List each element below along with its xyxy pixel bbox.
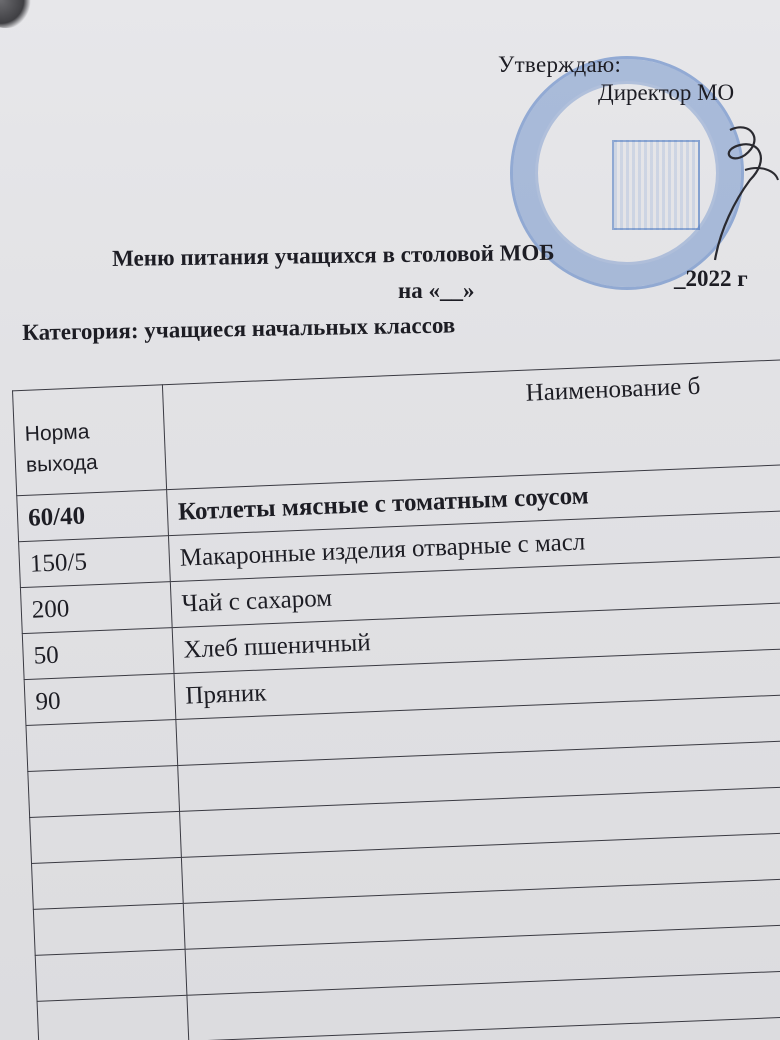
row-norm: 200 <box>20 582 172 634</box>
menu-title: Меню питания учащихся в столовой МОБ <box>112 239 555 271</box>
row-norm <box>30 811 182 863</box>
row-dish: Пряник <box>174 643 780 719</box>
stamp-emblem <box>612 140 700 230</box>
row-dish: Макаронные изделия отварные с масл <box>168 506 780 582</box>
menu-table-wrapper <box>0 330 780 1040</box>
header-name: Наименование б <box>162 355 780 490</box>
director-label: Директор МО <box>598 80 735 105</box>
binder-clip-shadow <box>0 0 32 28</box>
header-norm-line1: Норма <box>24 419 90 446</box>
row-norm <box>33 903 185 955</box>
row-dish: Хлеб пшеничный <box>172 597 780 673</box>
row-norm <box>35 949 187 1001</box>
row-norm <box>26 720 178 772</box>
approval-label: Утверждаю: <box>498 52 622 77</box>
header-norm <box>13 385 167 496</box>
row-norm: 60/40 <box>17 490 169 542</box>
row-norm <box>28 765 180 817</box>
row-norm <box>37 995 189 1040</box>
category-line: Категория: учащиеся начальных классов <box>22 312 456 345</box>
row-norm: 50 <box>22 628 174 680</box>
row-norm: 90 <box>24 674 176 726</box>
signature-image <box>690 110 780 270</box>
row-dish: Котлеты мясные с томатным соусом <box>167 460 780 536</box>
header-norm-line2: выхода <box>25 450 99 477</box>
menu-date: на «__» <box>398 278 475 303</box>
row-norm <box>32 857 184 909</box>
menu-table <box>12 354 780 1040</box>
row-norm: 150/5 <box>19 536 171 588</box>
row-dish: Чай с сахаром <box>170 552 780 628</box>
menu-year: _2022 г <box>674 266 748 291</box>
